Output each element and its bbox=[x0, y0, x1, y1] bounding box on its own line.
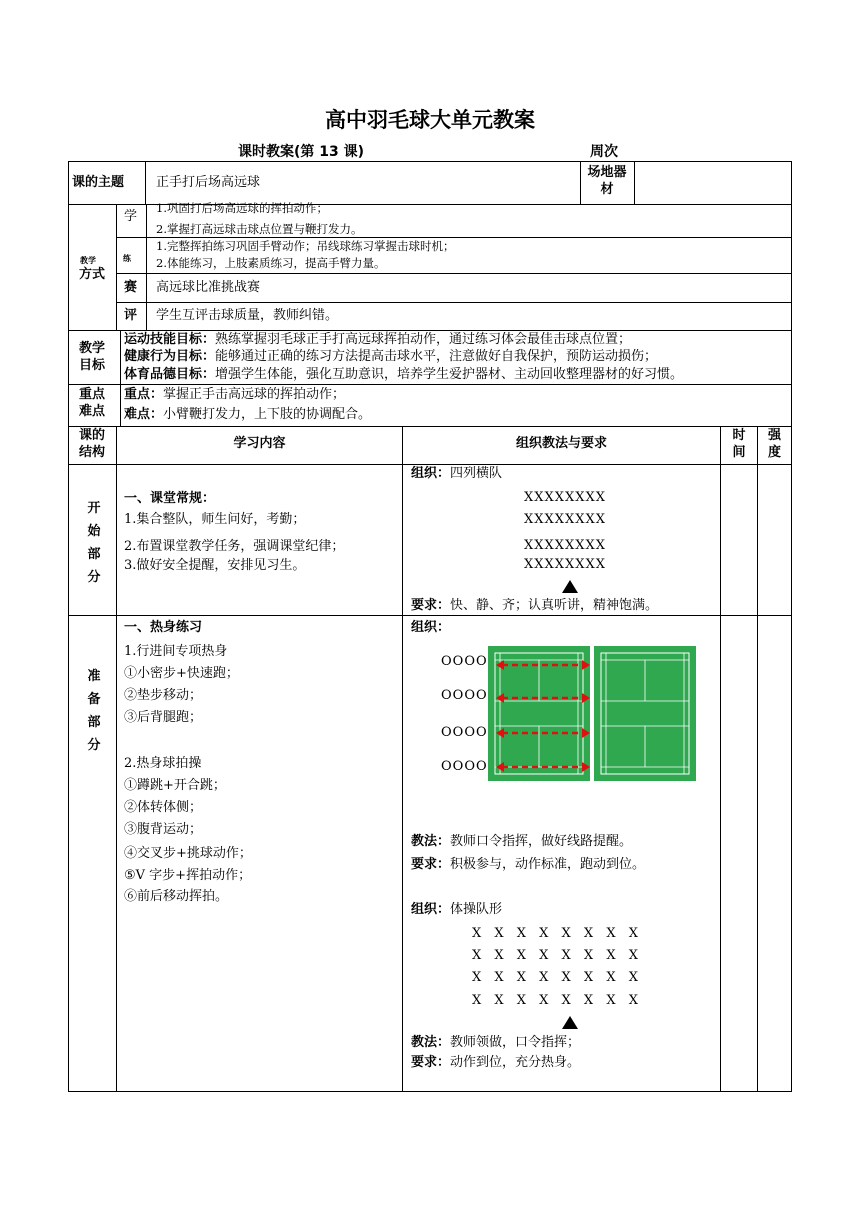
prep-item: ②垫步移动； bbox=[124, 688, 203, 703]
keypoints-label-1: 重点 bbox=[79, 387, 106, 402]
page-title: 高中羽毛球大单元教案 bbox=[325, 108, 535, 132]
start-section-label: 开 始 部 分 bbox=[87, 501, 101, 585]
tag-lian: 练 bbox=[123, 254, 131, 263]
prep-item: ②体转体侧； bbox=[124, 800, 203, 815]
prep-item: ①小密步+快速跑； bbox=[124, 666, 239, 681]
teacher-triangle-icon bbox=[562, 1016, 578, 1029]
student-group: OOOO bbox=[441, 654, 488, 669]
prep-item: 2.热身球拍操 bbox=[124, 756, 202, 771]
header-intensity-1: 强 bbox=[767, 428, 781, 443]
gymnastics-formation-row: X X X X X X X X bbox=[472, 970, 638, 985]
prep-item: ①蹲跳+开合跳； bbox=[124, 778, 226, 793]
keypoints-label-2: 难点 bbox=[79, 404, 106, 419]
court-right bbox=[594, 646, 696, 781]
keypoint-focus: 重点：掌握正手击高远球的挥拍动作； bbox=[124, 387, 346, 402]
prep-section-label: 准 备 部 分 bbox=[87, 669, 101, 753]
header-intensity-2: 度 bbox=[767, 445, 781, 460]
start-formation-row: XXXXXXXX bbox=[524, 538, 607, 553]
start-line-2: 2.布置课堂教学任务，强调课堂纪律； bbox=[124, 539, 345, 554]
student-group: OOOO bbox=[441, 759, 488, 774]
prep-item: 1.行进间专项热身 bbox=[124, 644, 228, 659]
start-requirement: 要求：快、静、齐；认真听讲，精神饱满。 bbox=[411, 598, 659, 613]
badminton-court-diagram bbox=[488, 646, 696, 781]
keypoint-difficulty: 难点：小臂鞭打发力，上下肢的协调配合。 bbox=[124, 407, 372, 422]
header-time-2: 间 bbox=[732, 445, 746, 460]
lian-line-2: 2.体能练习，上肢素质练习，提高手臂力量。 bbox=[156, 256, 386, 270]
goal-virtue: 体育品德目标：增强学生体能，强化互助意识，培养学生爱护器材、主动回收整理器材的好习惯。 bbox=[124, 367, 684, 382]
lian-line-1: 1.完整挥拍练习巩固手臂动作；吊线球练习掌握击球时机； bbox=[156, 239, 455, 253]
lesson-label: 课时教案(第 13 课) bbox=[238, 144, 365, 160]
method-label-big: 方式 bbox=[79, 267, 106, 282]
tag-ping: 评 bbox=[124, 308, 138, 323]
theme-label: 课的主题 bbox=[72, 175, 125, 190]
student-group: OOOO bbox=[441, 725, 488, 740]
start-formation-row: XXXXXXXX bbox=[524, 490, 607, 505]
header-time-1: 时 bbox=[732, 428, 746, 443]
header-content: 学习内容 bbox=[233, 436, 286, 451]
gymnastics-formation-row: X X X X X X X X bbox=[472, 993, 638, 1008]
prep-heading: 一、热身练习 bbox=[124, 620, 203, 635]
prep-item: ③腹背运动； bbox=[124, 822, 203, 837]
goals-label-1: 教学 bbox=[79, 341, 106, 356]
venue-label: 场地器材 bbox=[587, 165, 627, 197]
start-org: 组织：四列横队 bbox=[411, 466, 503, 481]
prep-item: ④交叉步+挑球动作； bbox=[124, 846, 252, 861]
start-heading: 一、课堂常规： bbox=[124, 491, 216, 506]
prep-org2: 组织：体操队形 bbox=[411, 902, 503, 917]
header-structure-2: 结构 bbox=[79, 445, 106, 460]
theme-value: 正手打后场高远球 bbox=[156, 175, 261, 190]
prep-method: 教法：教师口令指挥，做好线路提醒。 bbox=[411, 834, 633, 849]
gymnastics-formation-row: X X X X X X X X bbox=[472, 948, 638, 963]
start-line-3: 3.做好安全提醒，安排见习生。 bbox=[124, 558, 306, 573]
method-label-small: 教学 bbox=[80, 256, 96, 265]
teacher-triangle-icon bbox=[562, 580, 578, 593]
tag-xue: 学 bbox=[124, 209, 138, 224]
start-formation-row: XXXXXXXX bbox=[524, 557, 607, 572]
week-label: 周次 bbox=[590, 144, 618, 160]
gymnastics-formation-row: X X X X X X X X bbox=[472, 926, 638, 941]
prep-item: ⑥前后移动挥拍。 bbox=[124, 889, 229, 904]
header-structure-1: 课的 bbox=[79, 428, 106, 443]
header-org: 组织教法与要求 bbox=[515, 436, 607, 451]
start-line-1: 1.集合整队，师生问好，考勤； bbox=[124, 512, 306, 527]
student-group: OOOO bbox=[441, 688, 488, 703]
ping-text: 学生互评击球质量，教师纠错。 bbox=[156, 308, 339, 323]
xue-line-1: 1.巩固打后场高远球的挥拍动作； bbox=[156, 201, 328, 215]
goal-skill: 运动技能目标：熟练掌握羽毛球正手打高远球挥拍动作，通过练习体会最佳击球点位置； bbox=[124, 332, 632, 347]
prep-requirement: 要求：积极参与，动作标准，跑动到位。 bbox=[411, 857, 646, 872]
goals-label-2: 目标 bbox=[79, 358, 106, 373]
xue-line-2: 2.掌握打高远球击球点位置与鞭打发力。 bbox=[156, 222, 363, 236]
prep-org: 组织： bbox=[411, 620, 451, 635]
prep-requirement2: 要求：动作到位，充分热身。 bbox=[411, 1055, 581, 1070]
prep-item: ③后背腿跑； bbox=[124, 710, 203, 725]
tag-sai: 赛 bbox=[124, 280, 138, 295]
start-formation-row: XXXXXXXX bbox=[524, 512, 607, 527]
prep-method2: 教法：教师领做，口令指挥； bbox=[411, 1035, 581, 1050]
goal-health: 健康行为目标：能够通过正确的练习方法提高击球水平，注意做好自我保护，预防运动损伤； bbox=[124, 349, 658, 364]
sai-text: 高远球比准挑战赛 bbox=[156, 280, 261, 295]
prep-item: ⑤V 字步+挥拍动作； bbox=[124, 868, 252, 883]
